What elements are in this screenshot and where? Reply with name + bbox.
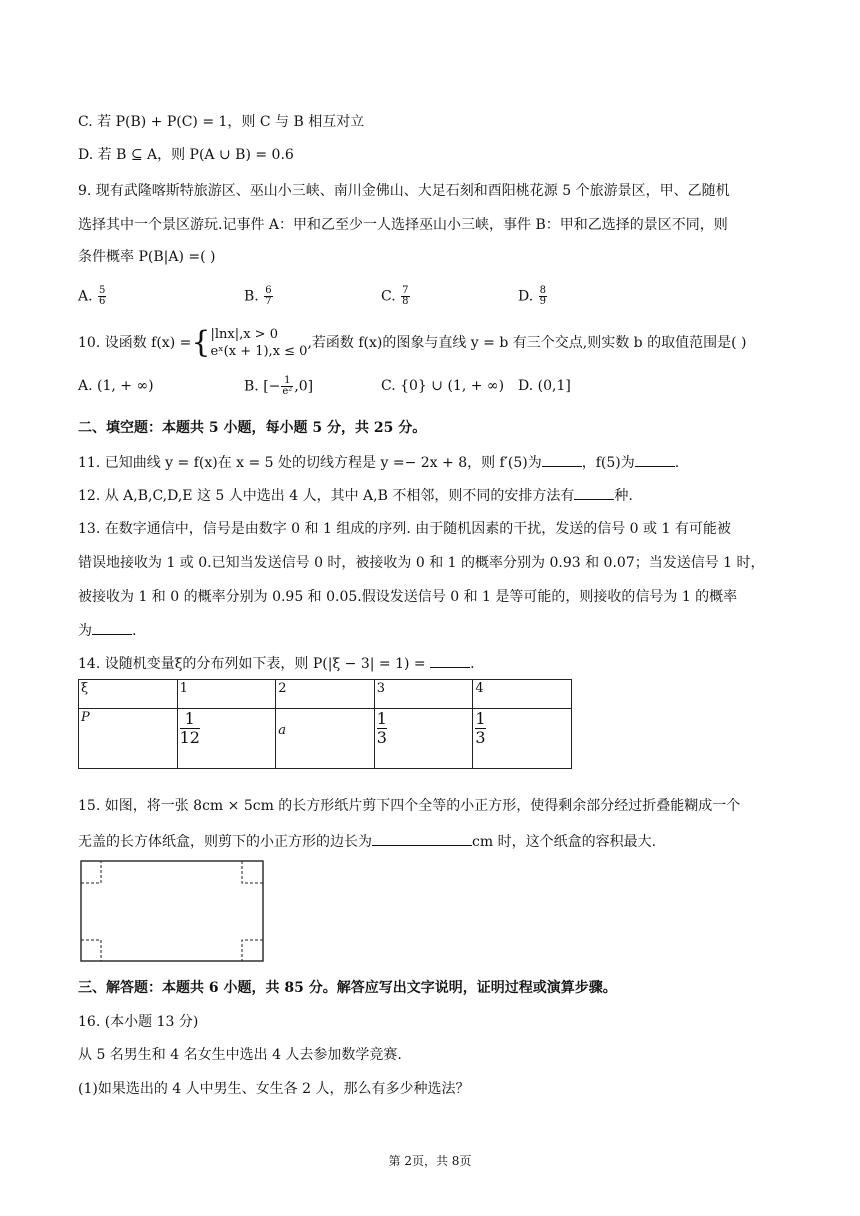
q15-line2 [78,831,656,852]
denominator: 7 [265,296,272,307]
numerator: 5 [99,285,106,296]
option-b-suffix: ,0] [294,378,314,395]
q9-line3: 条件概率 P(B|A) =( ) [78,249,216,265]
option-d: D. 若 B ⊆ A，则 P(A ∪ B) = 0.6 [78,147,294,163]
section-2-heading: 二、填空题：本题共 5 小题，每小题 5 分，共 25 分。 [78,420,427,436]
q16-stem: 从 5 名男生和 4 名女生中选出 4 人去参加数学竞赛. [78,1047,402,1063]
case-1: |lnx|,x > 0 [210,327,278,342]
q10-option-a: A. (1, + ∞) [78,378,154,394]
table-cell: a [276,709,375,769]
answer-blank[interactable] [574,485,614,500]
denominator: e² [282,386,293,397]
q16-part1: (1)如果选出的 4 人中男生、女生各 2 人，那么有多少种选法？ [78,1081,470,1097]
table-cell [177,709,276,769]
q15-line1: 15. 如图，将一张 8cm × 5cm 的长方形纸片剪下四个全等的小正方形，使得剩余部分经过折叠能糊成一个 [78,798,741,814]
q13-line1: 13. 在数字通信中，信号是由数字 0 和 1 组成的序列. 由于随机因素的干扰，发送的信号 0 或 1 有可能被 [78,521,731,537]
q11-text-end: . [674,455,680,471]
denominator: 3 [475,728,486,747]
numerator: 8 [539,285,547,296]
fraction [264,286,272,307]
q13-line2: 错误地接收为 1 或 0.已知当发送信号 0 时，被接收为 0 和 1 的概率分别为 0.93 和 0.07；当发送信号 1 时， [78,555,765,571]
q10-suffix: ,若函数 f(x)的图象与直线 y = b 有三个交点,则实数 b 的取值范围是( ) [307,335,747,351]
denominator: 12 [179,728,200,747]
q10-option-c: C. {0} ∪ (1, + ∞) [381,378,505,394]
table-cell: 4 [473,680,572,709]
fraction [475,710,485,747]
q14-text-end: . [470,656,475,672]
q9-line1: 9. 现有武隆喀斯特旅游区、巫山小三峡、南川金佛山、大足石刻和酉阳桃花源 5 个旅游景区，甲、乙随机 [78,183,730,199]
piecewise-cases [210,326,307,360]
numerator: 1 [180,710,200,729]
table-cell: ξ [79,680,178,709]
page-footer: 第 2页，共 8页 [388,1154,472,1168]
option-label: C. [381,288,396,305]
fraction [281,376,293,397]
corner-cut-bottom-left [81,940,101,961]
corner-cut-top-left [81,861,101,883]
denominator: 3 [376,728,387,747]
option-label: A. [78,288,93,305]
q16-heading: 16. (本小题 13 分) [78,1014,199,1030]
answer-blank[interactable] [92,620,132,635]
option-label: B. [244,288,259,305]
denominator: 8 [402,296,409,307]
q11-text: 11. 已知曲线 y = f(x)在 x = 5 处的切线方程是 y =− 2x + 8，则 f′(5)为 [78,455,542,471]
q9-option-d [518,286,548,307]
option-b-prefix: B. [− [244,378,281,395]
q12-text: 12. 从 A,B,C,D,E 这 5 人中选出 4 人，其中 A,B 不相邻，则不同的安排方法有 [78,488,575,504]
paper-cut-figure [80,860,265,963]
q9-option-c [381,286,411,307]
numerator: 1 [376,709,387,728]
option-c: C. 若 P(B) + P(C) = 1，则 C 与 B 相互对立 [78,114,365,130]
table-row [79,709,572,769]
q13-line4 [78,620,136,641]
answer-blank[interactable] [372,831,472,846]
numerator: 1 [475,709,486,728]
numerator: 7 [402,285,409,296]
table-cell: 1 [177,680,276,709]
table-row [79,680,572,709]
corner-cut-bottom-right [242,940,263,961]
corner-cut-top-right [242,861,263,883]
table-cell [374,709,473,769]
denominator: 6 [99,296,106,307]
q12 [78,485,633,506]
fraction [98,286,106,307]
table-cell: 3 [374,680,473,709]
fraction [377,710,387,747]
option-label: D. [518,288,534,305]
q12-text-end: 种. [614,488,633,504]
q10-prefix: 10. 设函数 f(x) = [78,335,192,351]
q13-text-end: . [132,623,137,639]
table-cell [473,709,572,769]
q9-option-a [78,286,107,307]
answer-blank[interactable] [430,653,470,668]
distribution-table [78,679,572,769]
fraction [180,710,200,747]
q11 [78,452,679,473]
rectangle-sheet [81,861,263,961]
denominator: 9 [539,296,547,307]
answer-blank[interactable] [542,452,582,467]
q14 [78,653,475,674]
numerator: 6 [265,285,272,296]
q14-text: 14. 设随机变量ξ的分布列如下表，则 P(|ξ − 3| = 1) = [78,656,426,672]
fraction [401,286,409,307]
numerator: 1 [281,376,293,387]
brace-symbol: { [191,325,211,360]
q10-option-b [244,376,313,397]
answer-blank[interactable] [635,452,675,467]
q13-line3: 被接收为 1 和 0 的概率分别为 0.95 和 0.05.假设发送信号 0 和 1 是等可能的，则接收的信号为 1 的概率 [78,589,738,605]
q15-text: 无盖的长方体纸盒，则剪下的小正方形的边长为 [78,834,372,850]
q9-option-b [244,286,274,307]
q11-text-mid: ，f(5)为 [581,455,635,471]
q15-text-end: cm 时，这个纸盒的容积最大. [472,834,657,850]
section-3-heading: 三、解答题：本题共 6 小题，共 85 分。解答应写出文字说明，证明过程或演算步骤。 [78,980,617,996]
q10-option-d: D. (0,1] [518,378,571,394]
table-cell: 2 [276,680,375,709]
case-2: eˣ(x + 1),x ≤ 0 [210,344,308,359]
q9-line2: 选择其中一个景区游玩.记事件 A：甲和乙至少一人选择巫山小三峡，事件 B：甲和乙选择的景区不同，则 [78,217,728,233]
fraction [539,286,547,307]
q13-text: 为 [78,623,92,639]
q10-stem [78,326,746,360]
table-cell: P [79,709,178,769]
